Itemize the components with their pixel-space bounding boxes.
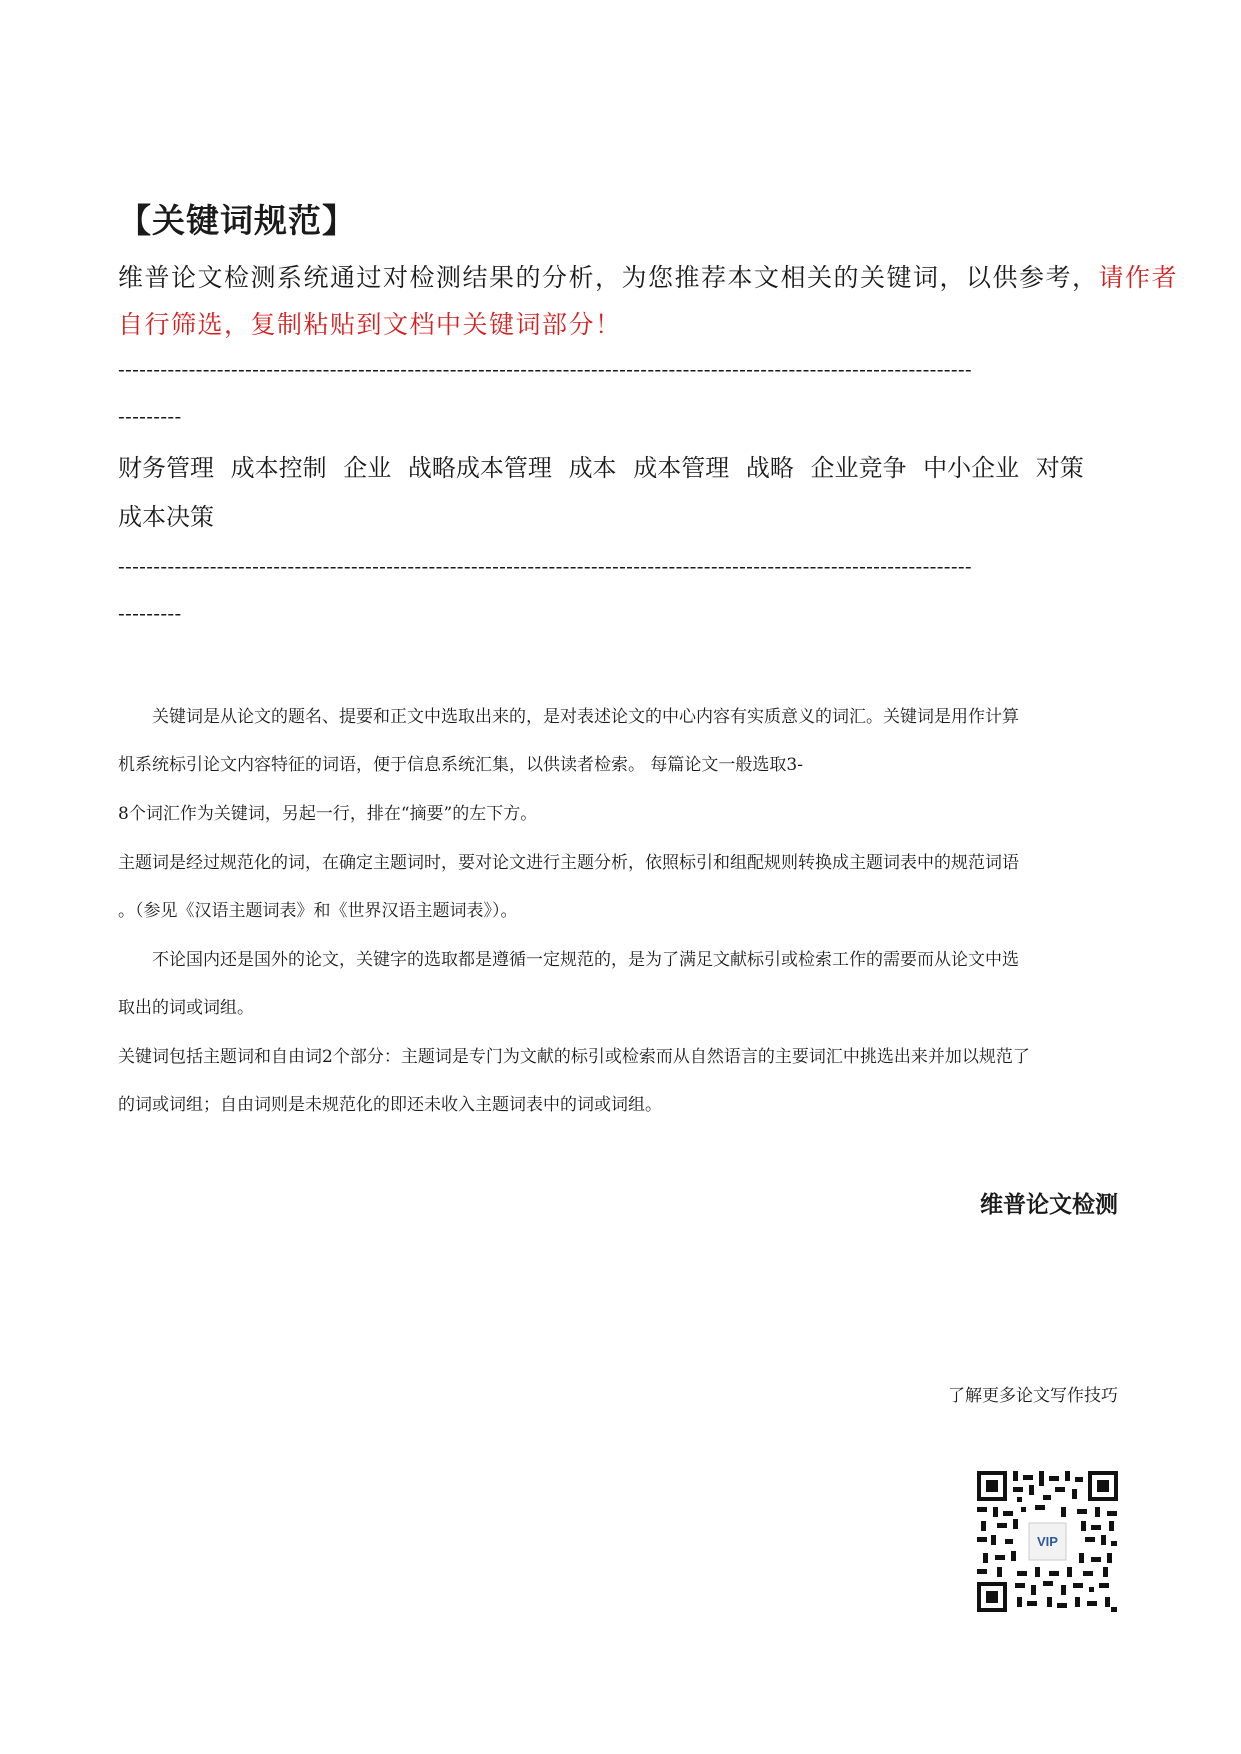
qr-code-icon[interactable] [977,1471,1118,1612]
keyword[interactable]: 成本 [568,454,617,482]
keyword[interactable]: 中小企业 [923,454,1020,482]
paragraph-line: 的词或词组；自由词则是未规范化的即还未收入主题词表中的词或词组。 [118,1095,662,1115]
divider-bottom: ------------------------------------------------------------------------------------------------------------------------- [118,554,972,578]
paragraph-line: 取出的词或词组。 [118,998,254,1018]
paragraph-line: 不论国内还是国外的论文，关键字的选取都是遵循一定规范的，是为了满足文献标引或检索工作的需要而从论文中选 [118,950,1019,970]
paragraph-line: 主题词是经过规范化的词，在确定主题词时，要对论文进行主题分析，依照标引和组配规则转换成主题词表中的规范词语 [118,853,1019,873]
intro-line-1 [118,258,1178,294]
keyword[interactable]: 成本控制 [230,454,327,482]
intro-line-2: 自行筛选，复制粘贴到文档中关键词部分！ [118,310,622,339]
divider-top: ------------------------------------------------------------------------------------------------------------------------- [118,357,972,381]
signature: 维普论文检测 [980,1191,1118,1218]
keyword[interactable]: 成本管理 [633,454,730,482]
section-heading: 【关键词规范】 [118,201,356,240]
keyword[interactable]: 战略成本管理 [407,454,552,482]
learn-more-link[interactable]: 了解更多论文写作技巧 [948,1386,1118,1406]
paragraph-line: 机系统标引论文内容特征的词语，便于信息系统汇集，以供读者检索。 每篇论文一般选取3- [118,755,803,775]
keyword[interactable]: 企业竞争 [810,454,907,482]
keyword[interactable]: 成本决策 [118,503,214,531]
keyword[interactable]: 财务管理 [118,454,214,482]
divider-top-tail: --------- [118,404,182,428]
paragraph-line: 关键词是从论文的题名、提要和正文中选取出来的，是对表述论文的中心内容有实质意义的词汇。关键词是用作计算 [118,707,1019,727]
paragraph-line: 关键词包括主题词和自由词2个部分：主题词是专门为文献的标引或检索而从自然语言的主要词汇中挑选出来并加以规范了 [118,1047,1030,1067]
keyword[interactable]: 企业 [343,454,392,482]
qr-logo-text: VIP [1037,1534,1058,1549]
keyword[interactable]: 战略 [745,454,794,482]
keyword[interactable]: 对策 [1035,454,1084,482]
keyword-list [118,448,1093,483]
divider-bottom-tail: --------- [118,601,182,625]
keyword-list-line-2 [118,497,223,532]
paragraph-line: 8个词汇作为关键词，另起一行，排在“摘要”的左下方。 [118,804,538,824]
paragraph-line: 。（参见《汉语主题词表》和《世界汉语主题词表》）。 [118,901,518,921]
intro-text: 维普论文检测系统通过对检测结果的分析，为您推荐本文相关的关键词，以供参考， [118,263,1099,292]
intro-highlight: 请作者 [1098,263,1179,292]
